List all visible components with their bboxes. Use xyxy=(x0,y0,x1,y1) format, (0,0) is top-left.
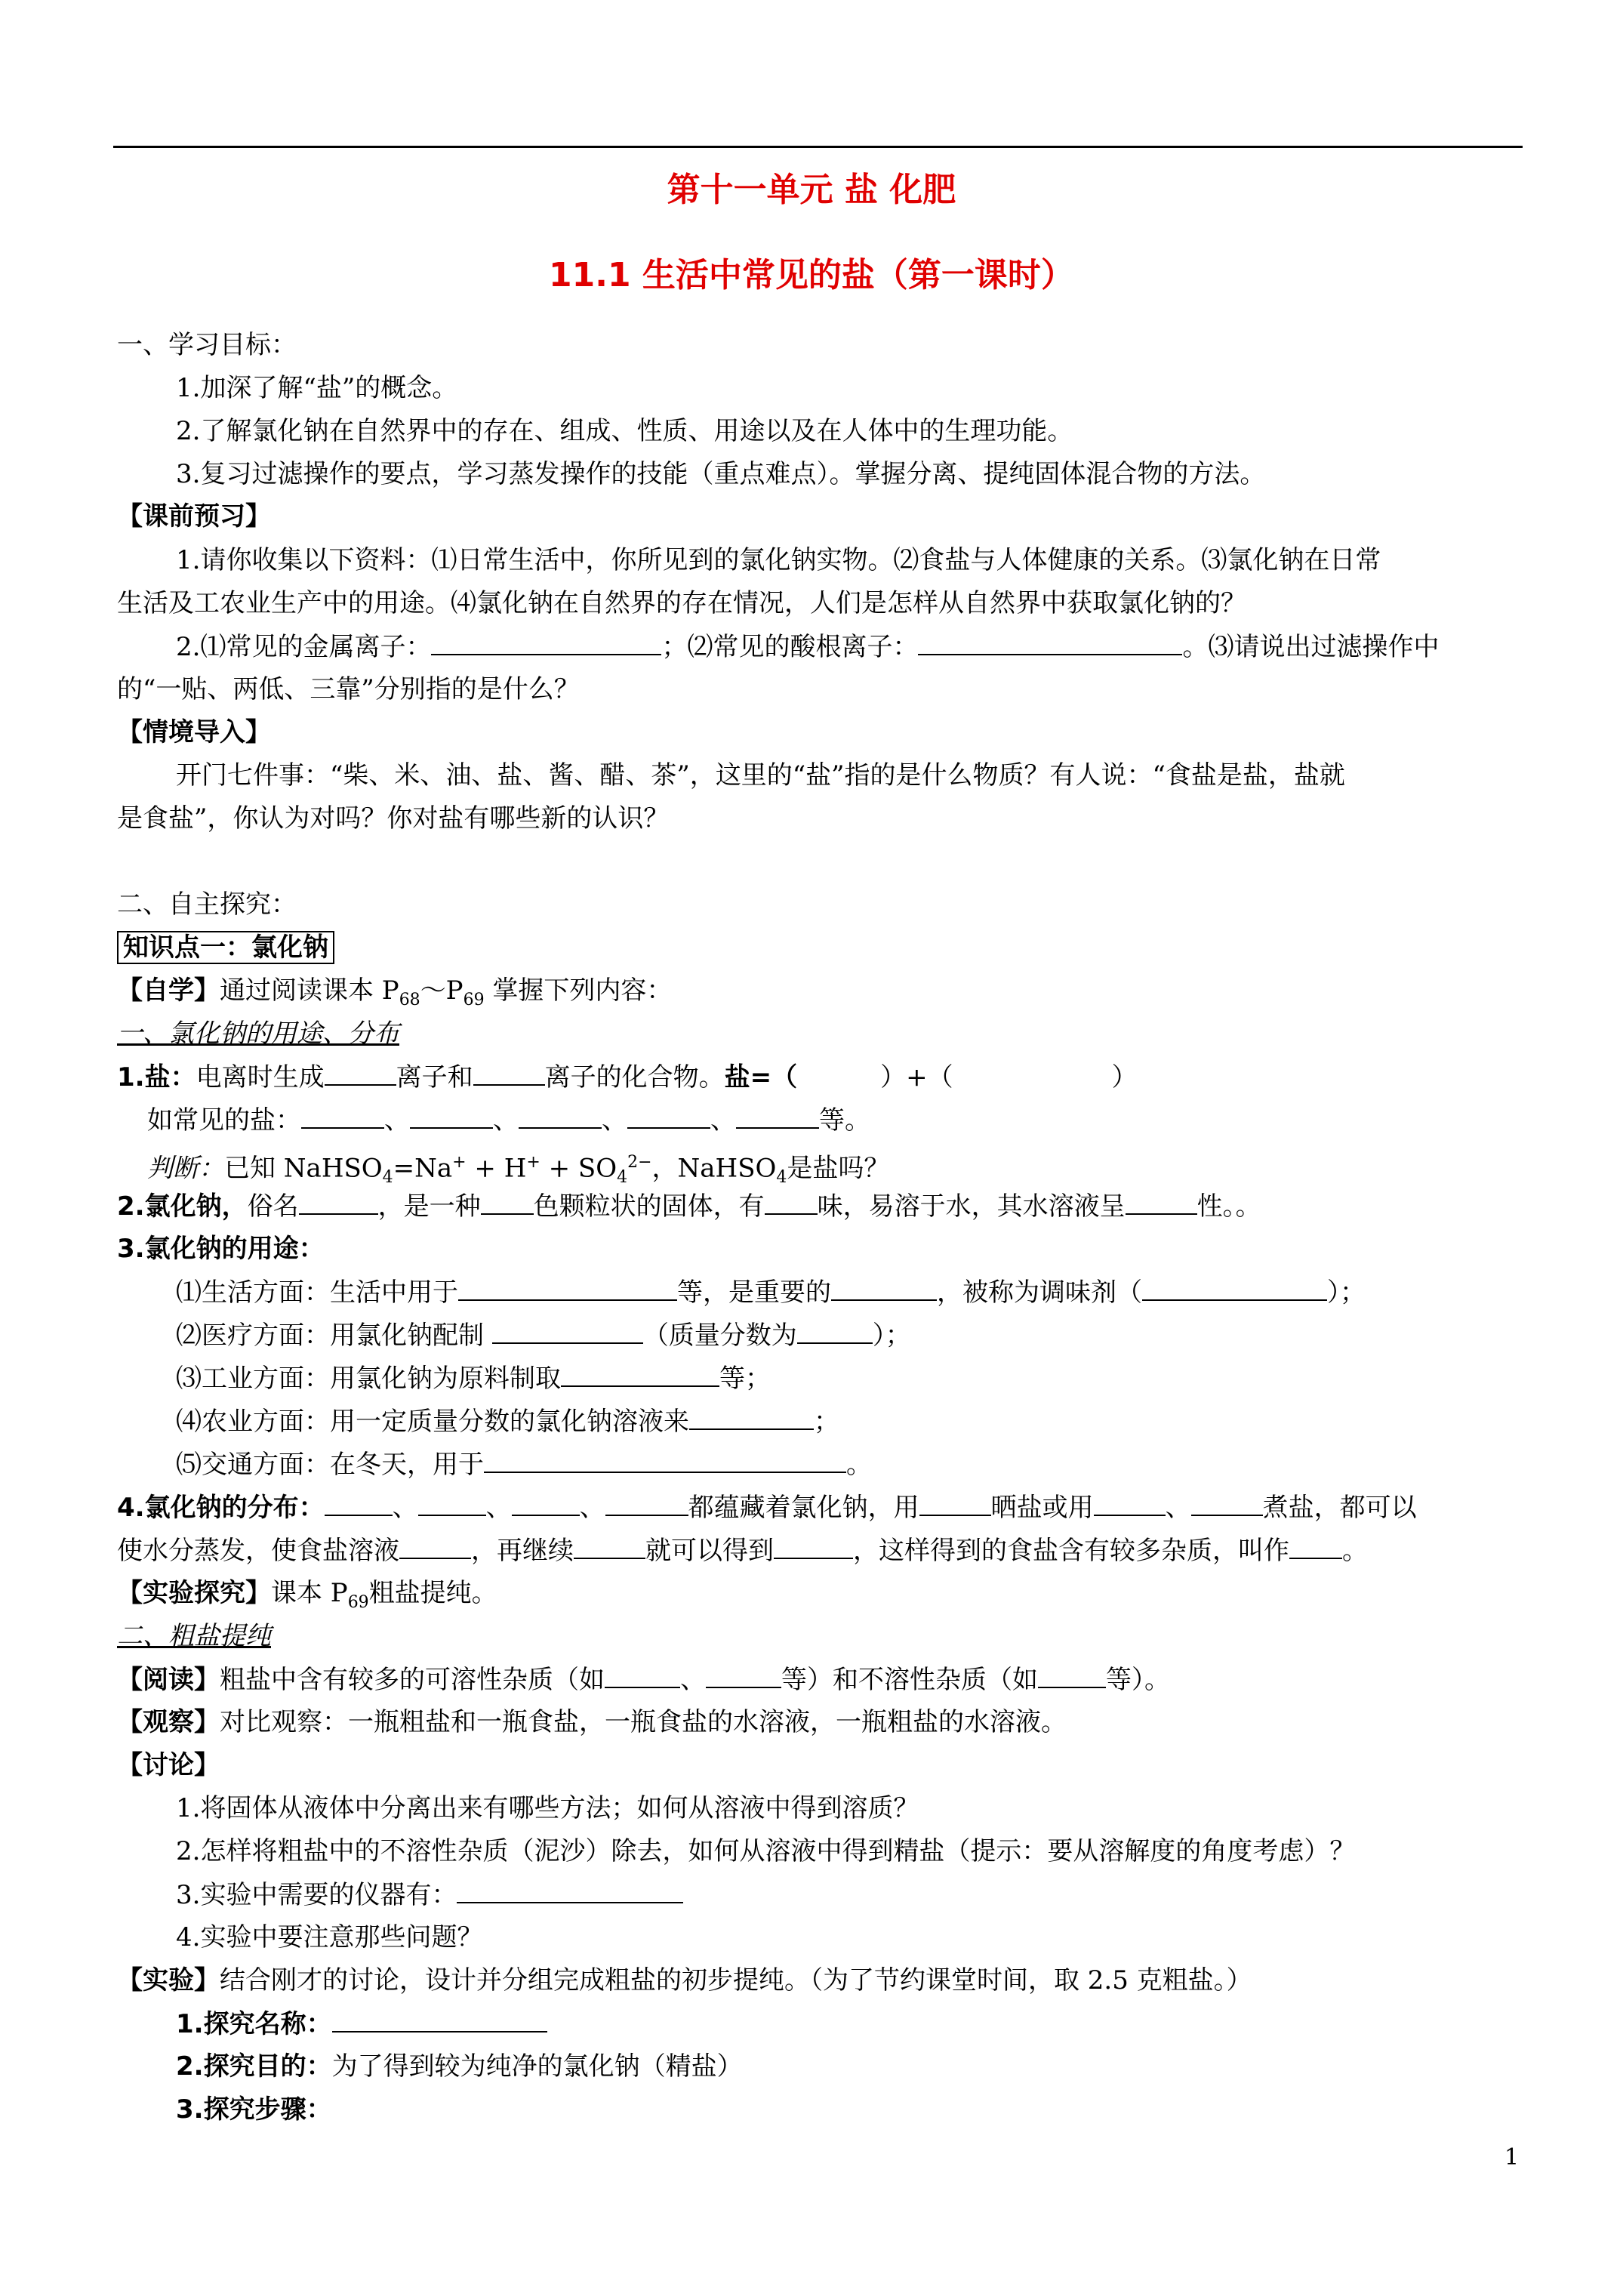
blank[interactable] xyxy=(574,1532,645,1559)
discussion-4: 4.实验中要注意那些问题？ xyxy=(176,1922,483,1952)
blank[interactable] xyxy=(457,1876,683,1903)
blank[interactable] xyxy=(1126,1188,1197,1215)
preview-heading: 【课前预习】 xyxy=(117,501,271,532)
distribution-line-1: 4.氯化钠的分布： 、 、 、 都蕴藏着氯化钠，用 晒盐或用 、 煮盐，都可以 xyxy=(117,1489,1417,1526)
blank[interactable] xyxy=(399,1532,471,1559)
blank[interactable] xyxy=(1142,1274,1327,1301)
blank[interactable] xyxy=(299,1188,378,1215)
discussion-3: 3.实验中需要的仪器有： xyxy=(176,1876,683,1913)
blank[interactable] xyxy=(410,1102,493,1129)
blank[interactable] xyxy=(605,1661,680,1688)
blank[interactable] xyxy=(473,1059,545,1086)
blank[interactable] xyxy=(519,1102,602,1129)
goal-3: 3.复习过滤操作的要点，学习蒸发操作的技能（重点难点）。掌握分离、提纯固体混合物的方法。 xyxy=(176,459,1266,489)
blank[interactable] xyxy=(512,1489,580,1516)
use-medical: ⑵医疗方面：用氯化钠配制 （质量分数为 ）； xyxy=(176,1317,911,1354)
lab-steps: 3.探究步骤： xyxy=(176,2094,332,2125)
observe-line: 【观察】对比观察：一瓶粗盐和一瓶食盐，一瓶食盐的水溶液，一瓶粗盐的水溶液。 xyxy=(117,1707,1067,1737)
blank[interactable] xyxy=(301,1102,384,1129)
situation-heading: 【情境导入】 xyxy=(117,717,271,747)
use-transport: ⑸交通方面：在冬天，用于 。 xyxy=(176,1446,872,1483)
preview-item-2a: 2.⑴常见的金属离子： ；⑵常见的酸根离子： 。⑶请说出过滤操作中 xyxy=(176,628,1439,665)
blank[interactable] xyxy=(431,628,661,655)
common-salts: 如常见的盐： 、 、 、 、 等。 xyxy=(147,1102,870,1139)
lab-name: 1.探究名称： xyxy=(176,2005,547,2042)
blank[interactable] xyxy=(561,1360,719,1387)
blank[interactable] xyxy=(332,2005,547,2032)
blank[interactable] xyxy=(481,1188,534,1215)
self-study-line: 【自学】通过阅读课本 $P_{68}\sim P_{69}$ 掌握下列内容： xyxy=(117,975,673,1009)
experiment-explore: 【实验探究】课本 $P_{69}$粗盐提纯。 xyxy=(117,1578,497,1612)
lesson-title: 11.1 生活中常见的盐（第一课时） xyxy=(549,256,1074,294)
subsection-purification: 二、粗盐提纯 xyxy=(117,1621,271,1651)
blank[interactable] xyxy=(1038,1661,1106,1688)
knowledge-point-1: 知识点一：氯化钠 xyxy=(117,929,334,966)
blank[interactable] xyxy=(1191,1489,1263,1516)
blank[interactable] xyxy=(1094,1489,1166,1516)
preview-item-1a: 1.请你收集以下资料：⑴日常生活中，你所见到的氯化钠实物。⑵食盐与人体健康的关系。⑶氯化钠在日常 xyxy=(176,545,1381,575)
blank[interactable] xyxy=(605,1489,688,1516)
judge-question: 判断：已知 NaHSO$_4$=Na+ + $H^+ + SO_4^{2-}$，NaHSO$_4$是盐吗？ xyxy=(147,1153,890,1188)
section-heading-goals: 一、学习目标： xyxy=(117,330,297,360)
discussion-2: 2.怎样将粗盐中的不溶性杂质（泥沙）除去，如何从溶液中得到精盐（提示：要从溶解度的角度考虑）？ xyxy=(176,1836,1356,1866)
section-heading-explore: 二、自主探究： xyxy=(117,889,297,920)
page-number: 1 xyxy=(1504,2144,1520,2171)
preview-item-1b: 生活及工农业生产中的用途。⑷氯化钠在自然界的存在情况，人们是怎样从自然界中获取氯化钠的？ xyxy=(117,588,1246,618)
lab-line: 【实验】结合刚才的讨论，设计并分组完成粗盐的初步提纯。（为了节约课堂时间，取 2.5 克粗盐。） xyxy=(117,1965,1252,1996)
discussion-1: 1.将固体从液体中分离出来有哪些方法；如何从溶液中得到溶质？ xyxy=(176,1793,919,1823)
blank[interactable] xyxy=(492,1317,643,1344)
salt-definition: 1.盐：电离时生成 离子和 离子的化合物。盐=（ ）+（ ） xyxy=(117,1059,1138,1096)
preview-item-2b: 的“一贴、两低、三靠”分别指的是什么？ xyxy=(117,674,580,704)
nacl-properties: 2.氯化钠，俗名 ，是一种 色颗粒状的固体，有 味，易溶于水，其水溶液呈 性。。 xyxy=(117,1188,1261,1225)
unit-title: 第十一单元 盐 化肥 xyxy=(667,171,956,209)
blank[interactable] xyxy=(418,1489,486,1516)
blank[interactable] xyxy=(325,1059,396,1086)
lab-goal: 2.探究目的：为了得到较为纯净的氯化钠（精盐） xyxy=(176,2051,743,2082)
blank[interactable] xyxy=(765,1188,818,1215)
blank[interactable] xyxy=(1289,1532,1342,1559)
blank[interactable] xyxy=(484,1446,846,1473)
discussion-heading: 【讨论】 xyxy=(117,1750,220,1780)
blank[interactable] xyxy=(831,1274,937,1301)
header-rule xyxy=(113,146,1523,148)
blank[interactable] xyxy=(627,1102,710,1129)
blank[interactable] xyxy=(706,1661,781,1688)
read-line: 【阅读】粗盐中含有较多的可溶性杂质（如 、 等）和不溶性杂质（如 等）。 xyxy=(117,1661,1170,1698)
distribution-line-2: 使水分蒸发，使食盐溶液 ，再继续 就可以得到 ，这样得到的食盐含有较多杂质，叫作 。 xyxy=(117,1532,1368,1569)
situation-text-1: 开门七件事：“柴、米、油、盐、酱、醋、茶”，这里的“盐”指的是什么物质？有人说：“食盐是盐，盐就 xyxy=(176,760,1345,791)
blank[interactable] xyxy=(797,1317,873,1344)
goal-1: 1.加深了解“盐”的概念。 xyxy=(176,373,458,403)
use-agriculture: ⑷农业方面：用一定质量分数的氯化钠溶液来 ； xyxy=(176,1403,839,1440)
blank[interactable] xyxy=(325,1489,393,1516)
blank[interactable] xyxy=(736,1102,819,1129)
use-industry: ⑶工业方面：用氯化钠为原料制取 等； xyxy=(176,1360,771,1397)
blank[interactable] xyxy=(919,1489,991,1516)
goal-2: 2.了解氯化钠在自然界中的存在、组成、性质、用途以及在人体中的生理功能。 xyxy=(176,416,1073,446)
blank[interactable] xyxy=(458,1274,677,1301)
blank[interactable] xyxy=(918,628,1182,655)
uses-heading: 3.氯化钠的用途： xyxy=(117,1234,325,1264)
blank[interactable] xyxy=(774,1532,853,1559)
situation-text-2: 是食盐”，你认为对吗？你对盐有哪些新的认识？ xyxy=(117,803,670,834)
subsection-uses-distribution: 一、氯化钠的用途、分布 xyxy=(117,1019,399,1049)
use-daily-life: ⑴生活方面：生活中用于 等，是重要的 ，被称为调味剂（ ）； xyxy=(176,1274,1366,1311)
blank[interactable] xyxy=(689,1403,814,1430)
